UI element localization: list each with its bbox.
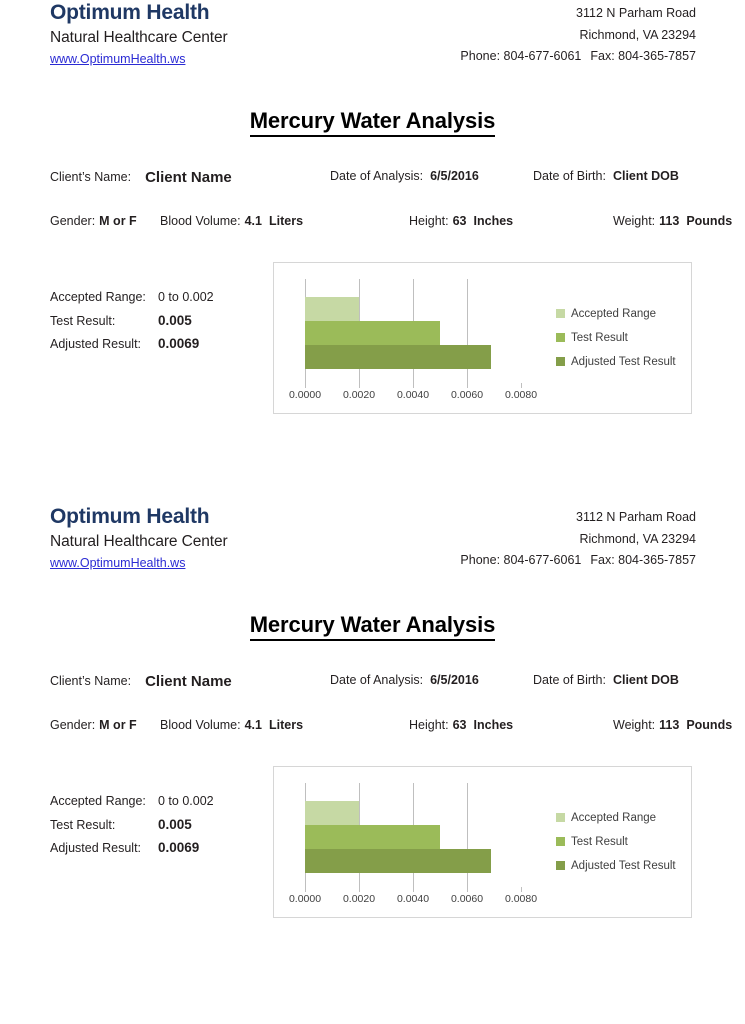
- height-label: Height:: [409, 718, 449, 732]
- chart-x-tick-label: 0.0040: [396, 389, 430, 401]
- adjusted-result-value: 0.0069: [158, 336, 200, 351]
- height-unit: Inches: [473, 214, 514, 228]
- letterhead: [0, 0, 745, 76]
- legend-swatch-icon: [556, 357, 565, 366]
- chart-bar: [305, 321, 440, 345]
- chart-x-axis-labels: [274, 389, 691, 405]
- date-of-analysis-value: 6/5/2016: [430, 169, 479, 183]
- organization-tagline: Natural Healthcare Center: [50, 533, 228, 550]
- chart-x-tick-label: 0.0040: [396, 893, 430, 905]
- client-name-value: Client Name: [145, 673, 232, 690]
- legend-label: Adjusted Test Result: [571, 355, 676, 368]
- phone-number: Phone: 804-677-6061: [460, 49, 582, 63]
- results-and-chart-band: [0, 766, 745, 931]
- legend-item[interactable]: [556, 833, 676, 857]
- test-result-value: 0.005: [158, 313, 192, 328]
- page-title-wrap: [0, 612, 745, 641]
- date-of-birth-label: Date of Birth:: [533, 169, 606, 183]
- legend-label: Test Result: [571, 331, 628, 344]
- chart-x-tick-label: 0.0060: [450, 893, 484, 905]
- field-height: [409, 718, 513, 732]
- field-client-name: [50, 672, 232, 689]
- date-of-birth-value: Client DOB: [612, 169, 679, 183]
- test-result-label: Test Result:: [50, 818, 116, 832]
- weight-unit: Pounds: [686, 718, 733, 732]
- result-test-result: [50, 313, 214, 336]
- legend-label: Accepted Range: [571, 811, 657, 824]
- chart-x-tick-label: 0.0080: [504, 389, 538, 401]
- legend-swatch-icon: [556, 309, 565, 318]
- chart-x-tick: [359, 383, 360, 388]
- weight-label: Weight:: [613, 214, 656, 228]
- legend-item[interactable]: [556, 353, 676, 377]
- report-section-bottom: [0, 504, 745, 931]
- address-line-2: Richmond, VA 23294: [579, 531, 696, 546]
- adjusted-result-label: Adjusted Result:: [50, 841, 142, 855]
- result-adjusted-result: [50, 336, 214, 359]
- phone-fax-line: [460, 46, 696, 68]
- legend-swatch-icon: [556, 861, 565, 870]
- results-summary: [50, 794, 214, 863]
- website-link[interactable]: www.OptimumHealth.ws: [50, 556, 186, 570]
- field-client-name: [50, 168, 232, 185]
- letterhead-contact: [460, 3, 696, 68]
- gender-value: M or F: [99, 718, 137, 732]
- page-title: Mercury Water Analysis: [250, 108, 496, 137]
- chart-plot-area: [305, 279, 521, 383]
- chart-bars: [305, 801, 521, 873]
- chart-bar: [305, 345, 491, 369]
- organization-tagline: Natural Healthcare Center: [50, 29, 228, 46]
- field-date-of-analysis: [330, 673, 479, 687]
- blood-volume-label: Blood Volume:: [160, 718, 241, 732]
- chart-bar: [305, 801, 359, 825]
- address-line-1: 3112 N Parham Road: [576, 6, 696, 20]
- chart-bar: [305, 825, 440, 849]
- client-name-value: Client Name: [145, 169, 232, 186]
- letterhead: [0, 504, 745, 580]
- test-result-value: 0.005: [158, 817, 192, 832]
- chart-x-tick: [521, 383, 522, 388]
- chart-x-tick-label: 0.0020: [342, 893, 376, 905]
- field-date-of-analysis: [330, 169, 479, 183]
- chart-x-tick: [413, 383, 414, 388]
- website-link[interactable]: www.OptimumHealth.ws: [50, 52, 186, 66]
- address-line-2: Richmond, VA 23294: [579, 27, 696, 42]
- chart-x-tick-label: 0.0000: [288, 389, 322, 401]
- letterhead-left: [50, 504, 228, 572]
- accepted-range-value: 0 to 0.002: [158, 290, 214, 304]
- organization-name: Optimum Health: [50, 505, 210, 528]
- result-accepted-range: [50, 794, 214, 817]
- chart-x-axis-ticks: [305, 887, 521, 892]
- adjusted-result-label: Adjusted Result:: [50, 337, 142, 351]
- chart-x-tick: [521, 887, 522, 892]
- mercury-bar-chart: [273, 766, 692, 918]
- blood-volume-unit: Liters: [269, 718, 304, 732]
- phone-number: Phone: 804-677-6061: [460, 553, 582, 567]
- height-value: 63: [452, 214, 467, 228]
- accepted-range-value: 0 to 0.002: [158, 794, 214, 808]
- blood-volume-label: Blood Volume:: [160, 214, 241, 228]
- address-line-1: 3112 N Parham Road: [576, 510, 696, 524]
- legend-item[interactable]: [556, 809, 676, 833]
- letterhead-contact: [460, 507, 696, 572]
- date-of-birth-label: Date of Birth:: [533, 673, 606, 687]
- chart-x-axis-ticks: [305, 383, 521, 388]
- fax-number: Fax: 804-365-7857: [590, 553, 696, 567]
- result-accepted-range: [50, 290, 214, 313]
- legend-item[interactable]: [556, 329, 676, 353]
- weight-label: Weight:: [613, 718, 656, 732]
- date-of-analysis-label: Date of Analysis:: [330, 673, 424, 687]
- legend-item[interactable]: [556, 305, 676, 329]
- blood-volume-value: 4.1: [244, 214, 262, 228]
- legend-swatch-icon: [556, 837, 565, 846]
- client-info-row-1: [0, 671, 745, 691]
- client-info-row-2: [0, 214, 745, 234]
- height-label: Height:: [409, 214, 449, 228]
- weight-unit: Pounds: [686, 214, 733, 228]
- page-title: Mercury Water Analysis: [250, 612, 496, 641]
- results-summary: [50, 290, 214, 359]
- chart-x-tick-label: 0.0020: [342, 389, 376, 401]
- field-weight: [613, 214, 732, 228]
- chart-x-tick: [467, 383, 468, 388]
- weight-value: 113: [659, 214, 680, 228]
- fax-number: Fax: 804-365-7857: [590, 49, 696, 63]
- results-and-chart-band: [0, 262, 745, 427]
- client-name-label: Client’s Name:: [50, 170, 132, 184]
- chart-legend: [556, 809, 676, 881]
- result-test-result: [50, 817, 214, 840]
- gender-label: Gender:: [50, 718, 96, 732]
- test-result-label: Test Result:: [50, 314, 116, 328]
- chart-x-tick: [413, 887, 414, 892]
- chart-x-axis-labels: [274, 893, 691, 909]
- accepted-range-label: Accepted Range:: [50, 794, 146, 808]
- chart-x-tick: [467, 887, 468, 892]
- client-name-label: Client’s Name:: [50, 674, 132, 688]
- legend-label: Test Result: [571, 835, 628, 848]
- chart-bar: [305, 849, 491, 873]
- chart-x-tick: [305, 383, 306, 388]
- organization-name: Optimum Health: [50, 1, 210, 24]
- field-weight: [613, 718, 732, 732]
- accepted-range-label: Accepted Range:: [50, 290, 146, 304]
- client-info-row-2: [0, 718, 745, 738]
- chart-plot-area: [305, 783, 521, 887]
- chart-x-tick-label: 0.0080: [504, 893, 538, 905]
- height-unit: Inches: [473, 718, 514, 732]
- letterhead-left: [50, 0, 228, 68]
- phone-fax-line: [460, 550, 696, 572]
- height-value: 63: [452, 718, 467, 732]
- weight-value: 113: [659, 718, 680, 732]
- date-of-analysis-label: Date of Analysis:: [330, 169, 424, 183]
- chart-bar: [305, 297, 359, 321]
- client-info-row-1: [0, 167, 745, 187]
- blood-volume-value: 4.1: [244, 718, 262, 732]
- adjusted-result-value: 0.0069: [158, 840, 200, 855]
- date-of-birth-value: Client DOB: [612, 673, 679, 687]
- field-height: [409, 214, 513, 228]
- report-section-top: [0, 0, 745, 427]
- chart-x-tick-label: 0.0000: [288, 893, 322, 905]
- result-adjusted-result: [50, 840, 214, 863]
- chart-legend: [556, 305, 676, 377]
- legend-item[interactable]: [556, 857, 676, 881]
- chart-x-tick: [359, 887, 360, 892]
- page-title-wrap: [0, 108, 745, 137]
- chart-bars: [305, 297, 521, 369]
- gender-value: M or F: [99, 214, 137, 228]
- legend-swatch-icon: [556, 333, 565, 342]
- gender-label: Gender:: [50, 214, 96, 228]
- field-date-of-birth: [533, 169, 679, 183]
- legend-swatch-icon: [556, 813, 565, 822]
- chart-x-tick-label: 0.0060: [450, 389, 484, 401]
- field-date-of-birth: [533, 673, 679, 687]
- field-gender: [50, 718, 137, 732]
- field-blood-volume: [160, 718, 303, 732]
- mercury-bar-chart: [273, 262, 692, 414]
- field-blood-volume: [160, 214, 303, 228]
- field-gender: [50, 214, 137, 228]
- legend-label: Accepted Range: [571, 307, 657, 320]
- date-of-analysis-value: 6/5/2016: [430, 673, 479, 687]
- legend-label: Adjusted Test Result: [571, 859, 676, 872]
- chart-x-tick: [305, 887, 306, 892]
- blood-volume-unit: Liters: [269, 214, 304, 228]
